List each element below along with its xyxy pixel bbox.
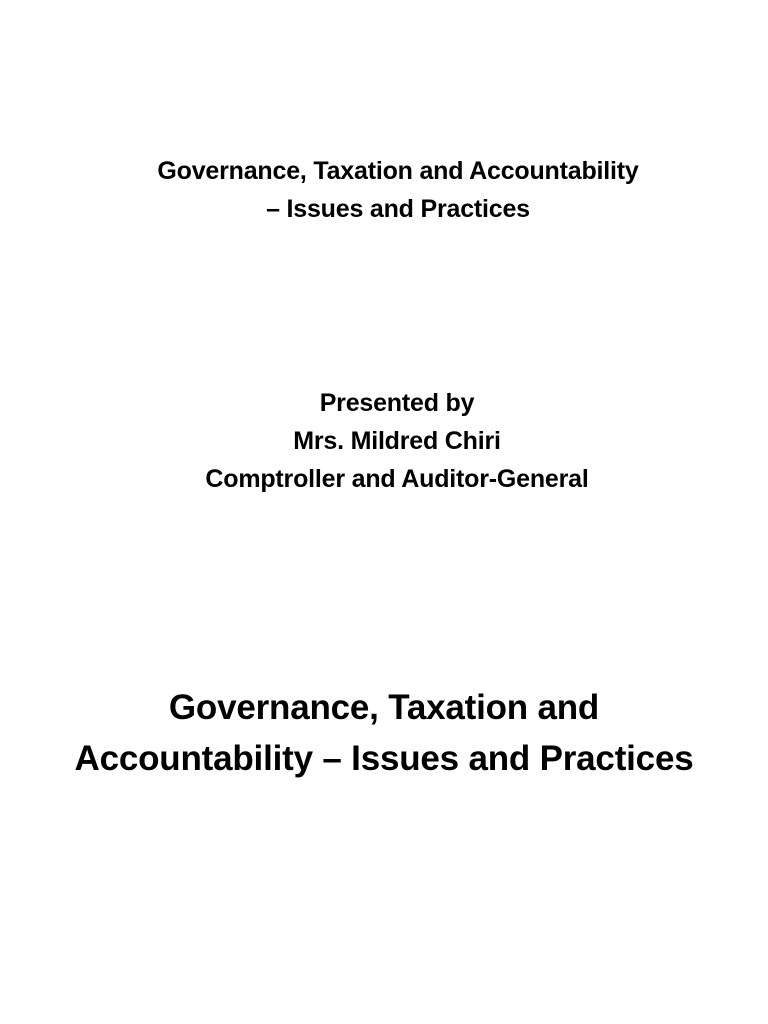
- presenter-name: Mrs. Mildred Chiri: [293, 427, 501, 455]
- presenter-intro: Presented by: [319, 389, 475, 417]
- section-heading-line-2: Accountability – Issues and Practices: [74, 739, 694, 778]
- section-heading-line-1: Governance, Taxation and: [168, 688, 600, 727]
- presenter-block: [0, 384, 768, 498]
- presenter-position: Comptroller and Auditor-General: [205, 465, 589, 493]
- section-heading: [0, 682, 768, 784]
- cover-title: [0, 152, 768, 228]
- cover-title-line-1: Governance, Taxation and Accountability: [157, 157, 639, 185]
- cover-title-line-2: – Issues and Practices: [266, 195, 530, 223]
